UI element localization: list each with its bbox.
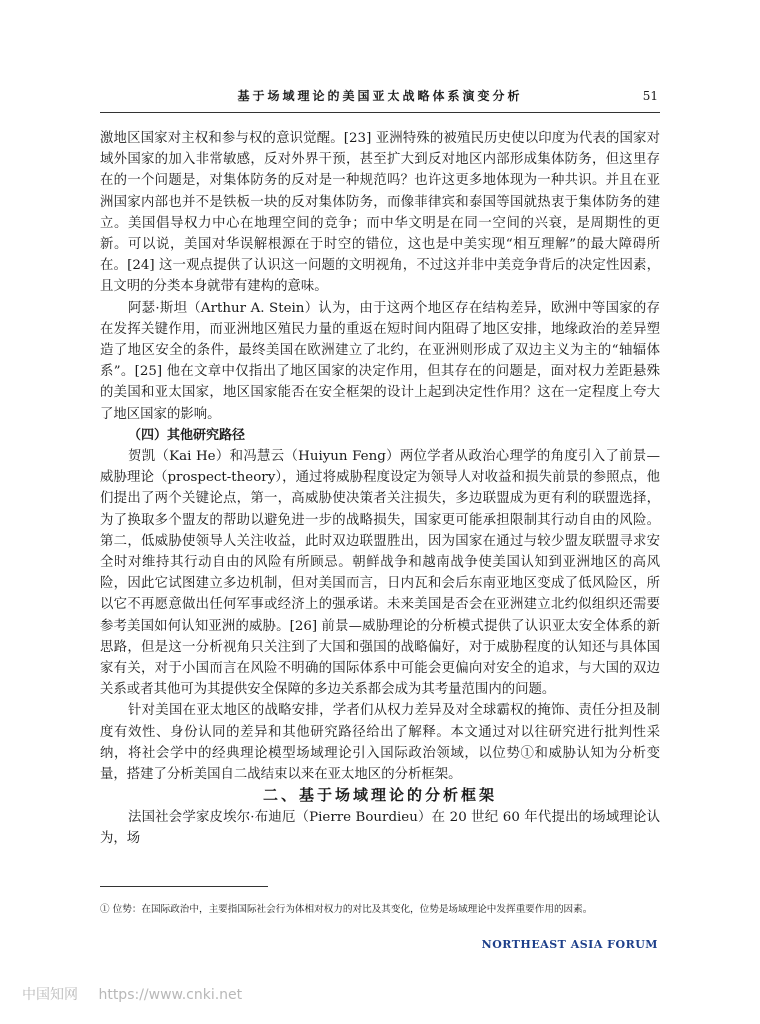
watermark-site-name: 中国知网 — [22, 987, 78, 1003]
header-rule — [100, 112, 660, 113]
running-title: 基于场域理论的美国亚太战略体系演变分析 — [237, 89, 523, 103]
watermark-url: https://www.cnki.net — [98, 987, 243, 1003]
section-heading: 二、基于场域理论的分析框架 — [262, 786, 497, 805]
cnki-watermark — [22, 984, 242, 1006]
journal-name: NORTHEAST ASIA FORUM — [481, 938, 658, 951]
footnote: ① 位势：在国际政治中，主要指国际社会行为体相对权力的对比及其变化，位势是场域理论中发挥重要作用的因素。 — [100, 904, 593, 915]
footnote-rule — [100, 886, 268, 887]
paragraph-4: 针对美国在亚太地区的战略安排，学者们从权力差异及对全球霸权的掩饰、责任分担及制度有效性、身份认同的差异和其他研究路径给出了解释。本文通过对以往研究进行批判性采纳，将社会学中的经典理论模型场域理论引入国际政治领域，以位势①和威胁认知为分析变量，搭建了分析美国自二战结束以来在亚太地区的分析框架。 — [100, 703, 660, 783]
page-number: 51 — [642, 89, 658, 103]
paragraph-2: 阿瑟·斯坦（Arthur A. Stein）认为，由于这两个地区存在结构差异，欧洲中等国家的存在发挥关键作用，而亚洲地区殖民力量的重返在短时间内阻碍了地区安排，地缘政治的差异塑造了地区安全的条件，最终美国在欧洲建立了北约，在亚洲则形成了双边主义为主的“轴辐体系”。[25] 他在文章中仅指出了地区国家的决定作用，但其存在的问题是，面对权力差距悬殊的美国和亚太国家，地区国家能否在安全框架的设计上起到决定性作用？这在一定程度上夸大了地区国家的影响。 — [100, 300, 660, 422]
paragraph-5: 法国社会学家皮埃尔·布迪厄（Pierre Bourdieu）在 20 世纪 60 年代提出的场域理论认为，场 — [100, 809, 660, 846]
subsection-heading: （四）其他研究路径 — [128, 427, 246, 443]
article-body — [100, 128, 660, 849]
paragraph-1: 激地区国家对主权和参与权的意识觉醒。[23] 亚洲特殊的被殖民历史使以印度为代表的国家对域外国家的加入非常敏感，反对外界干预，甚至扩大到反对地区内部形成集体防务，但这里存在的一个问题是，对集体防务的反对是一种规范吗？也许这更多地体现为一种共识。并且在亚洲国家内部也并不是铁板一块的反对集体防务，而像菲律宾和泰国等国就热衷于集体防务的建立。美国倡导权力中心在地理空间的竞争；而中华文明是在同一空间的兴衰，是周期性的更新。可以说，美国对华误解根源在于时空的错位，这也是中美实现“相互理解”的最大障碍所在。[24] 这一观点提供了认识这一问题的文明视角，不过这并非中美竞争背后的决定性因素，且文明的分类本身就带有建构的意味。 — [100, 131, 660, 295]
paragraph-3: 贺凯（Kai He）和冯慧云（Huiyun Feng）两位学者从政治心理学的角度引入了前景—威胁理论（prospect-theory），通过将威胁程度设定为领导人对收益和损失前景的参照点，他们提出了两个关键论点，第一，高威胁使决策者关注损失，多边联盟成为更有利的联盟选择，为了换取多个盟友的帮助以避免进一步的战略损失，国家更可能承担限制其行动自由的风险。第二，低威胁使领导人关注收益，此时双边联盟胜出，因为国家在通过与较少盟友联盟寻求安全时对维持其行动自由的风险有所顾忌。朝鲜战争和越南战争使美国认知到亚洲地区的高风险，因此它试图建立多边机制，但对美国而言，日内瓦和会后东南亚地区变成了低风险区，所以它不再愿意做出任何军事或经济上的强承诺。未来美国是否会在亚洲建立北约似组织还需要参考美国如何认知亚洲的威胁。[26] 前景—威胁理论的分析模式提供了认识亚太安全体系的新思路，但是这一分析视角只关注到了大国和强国的战略偏好，对于威胁程度的认知还与具体国家有关，对于小国而言在风险不明确的国际体系中可能会更偏向对安全的追求，与大国的双边关系或者其他可为其提供安全保障的多边关系都会成为其考量范围内的问题。 — [100, 449, 660, 698]
running-header — [100, 84, 660, 108]
